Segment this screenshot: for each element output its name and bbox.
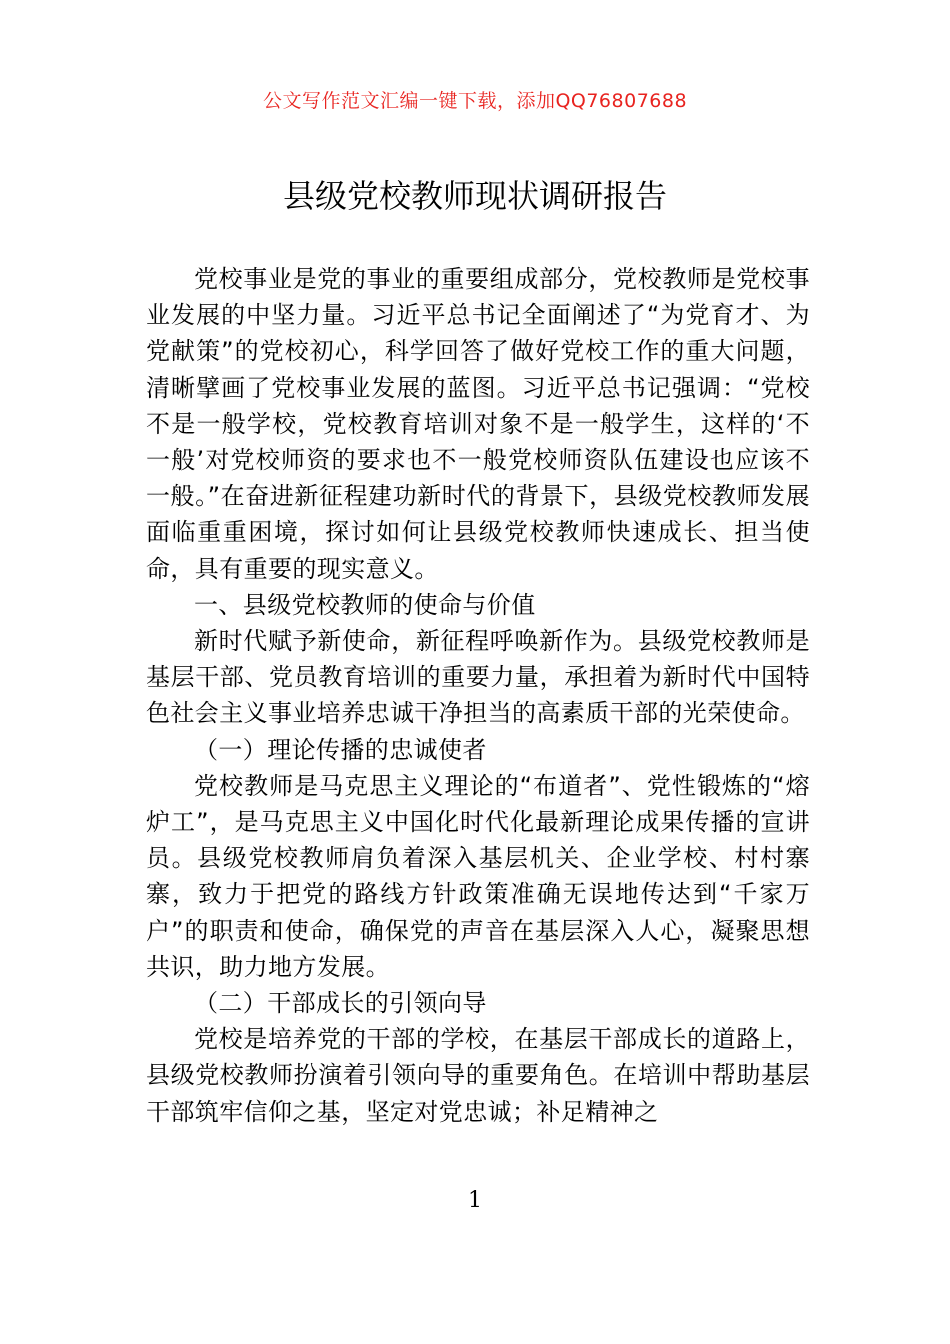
paragraph-guidance: 党校是培养党的干部的学校，在基层干部成长的道路上，县级党校教师扮演着引领向导的重要角色。在培训中帮助基层干部筑牢信仰之基，坚定对党忠诚；补足精神之: [146, 1025, 810, 1126]
page-number: 1: [468, 1188, 482, 1213]
subsection-heading-1: （一）理论传播的忠诚使者: [194, 735, 487, 764]
download-notice: 公文写作范文汇编一键下载，添加QQ76807688: [262, 90, 688, 112]
section-heading-1: 一、县级党校教师的使命与价值: [194, 590, 536, 619]
subsection-heading-2: （二）干部成长的引领向导: [194, 989, 487, 1018]
paragraph-theory: 党校教师是马克思主义理论的“布道者”、党性锻炼的“熔炉工”，是马克思主义中国化时代化最新理论成果传播的宣讲员。县级党校教师肩负着深入基层机关、企业学校、村村寨寨，致力于把党的路线方针政策准确无误地传达到“千家万户”的职责和使命，确保党的声音在基层深入人心，凝聚思想共识，助力地方发展。: [146, 771, 810, 981]
document-body: [146, 261, 810, 1130]
paragraph-intro: 党校事业是党的事业的重要组成部分，党校教师是党校事业发展的中坚力量。习近平总书记全面阐述了“为党育才、为党献策”的党校初心，科学回答了做好党校工作的重大问题，清晰擘画了党校事业发展的蓝图。习近平总书记强调：“党校不是一般学校，党校教育培训对象不是一般学生，这样的‘不一般’对党校师资的要求也不一般党校师资队伍建设也应该不一般。”在奋进新征程建功新时代的背景下，县级党校教师发展面临重重困境，探讨如何让县级党校教师快速成长、担当使命，具有重要的现实意义。: [146, 265, 810, 583]
paragraph-mission: 新时代赋予新使命，新征程呼唤新作为。县级党校教师是基层干部、党员教育培训的重要力量，承担着为新时代中国特色社会主义事业培养忠诚干净担当的高素质干部的光荣使命。: [146, 627, 810, 728]
document-title: 县级党校教师现状调研报告: [282, 177, 667, 215]
